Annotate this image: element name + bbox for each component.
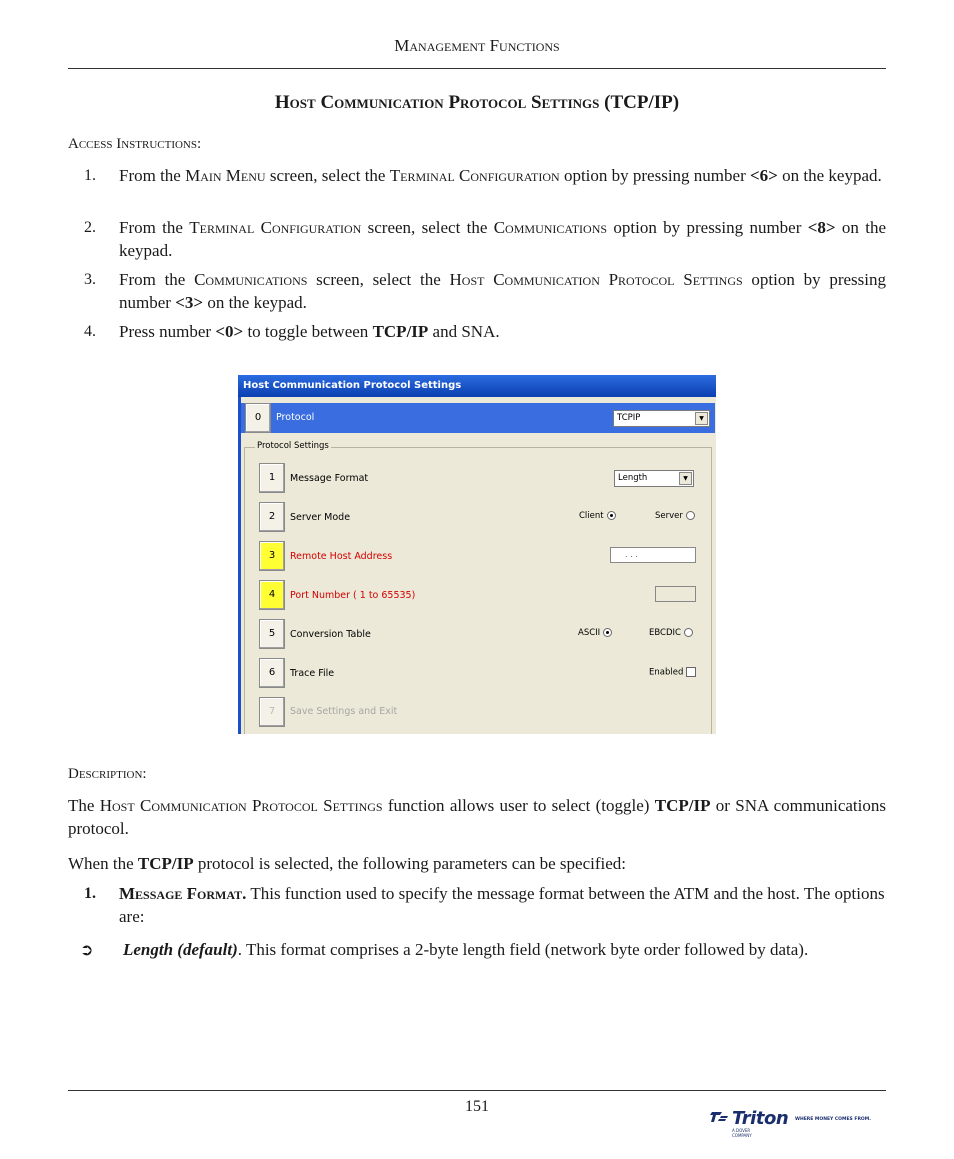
bold-term: TCP/IP	[654, 796, 711, 815]
smallcaps-term: Communications	[493, 218, 608, 237]
bold-term: <6>	[750, 166, 778, 185]
chevron-down-icon[interactable]: ▼	[679, 472, 692, 485]
step-2: 2. From the Terminal Configuration screen, select the Communications option by pressing number <8> on the keypad.	[84, 218, 887, 260]
text-run: screen, select the	[361, 218, 494, 237]
key-5-button[interactable]: 5	[259, 619, 285, 649]
port-number-label: Port Number ( 1 to 65535)	[290, 590, 416, 601]
text-run: When the	[68, 854, 138, 873]
protocol-row	[241, 403, 715, 433]
bold-term: <8>	[807, 218, 836, 237]
bold-term: <0>	[215, 322, 244, 341]
length-default-bullet	[68, 938, 886, 961]
text-run: screen, select the	[307, 270, 450, 289]
key-4-button[interactable]: 4	[259, 580, 285, 610]
chevron-down-icon[interactable]: ▼	[695, 412, 708, 425]
radio-selected-icon[interactable]	[603, 628, 612, 637]
page-number: 151	[465, 1098, 489, 1115]
section-title: Host Communication Protocol Settings (TCP/IP)	[274, 92, 680, 113]
message-format-select[interactable]: Length ▼	[614, 470, 694, 487]
bold-term: <3>	[175, 293, 204, 312]
protocol-label: Protocol	[276, 412, 315, 423]
smallcaps-term: Host Communication Protocol Settings	[449, 270, 743, 289]
ascii-radio[interactable]: ASCII	[578, 628, 612, 638]
text-run: and SNA.	[428, 322, 500, 341]
trace-file-label: Trace File	[290, 668, 335, 679]
step-4: 4. Press number <0> to toggle between TCP/IP and SNA.	[68, 320, 886, 343]
server-radio[interactable]: Server	[655, 511, 695, 521]
message-format-text: Message Format. This function used to specify the message format between the ATM and the host. The options are:	[119, 884, 885, 926]
smallcaps-term: Main Menu	[185, 166, 266, 185]
message-format-item: 1. Message Format. This function used to specify the message format between the ATM and the host. The options are:	[84, 884, 885, 926]
when-paragraph	[68, 852, 886, 875]
conversion-table-label: Conversion Table	[290, 629, 371, 640]
step-3-text	[119, 268, 886, 314]
description-paragraph	[68, 794, 886, 840]
step-1: 1. From the Main Menu screen, select the Terminal Configuration option by pressing number <6> on the keypad.	[68, 164, 886, 210]
text-run: option by pressing number	[559, 166, 750, 185]
triton-mark-icon	[710, 1110, 728, 1124]
checkbox-icon[interactable]	[686, 667, 696, 677]
text-run: on the keypad.	[119, 218, 887, 260]
step-1-text	[119, 164, 886, 187]
text-run: option by pressing number	[607, 218, 808, 237]
length-default-text: Length (default). This format comprises a 2-byte length field (network byte order followed by data).	[123, 940, 809, 959]
footer-rule	[68, 1090, 886, 1091]
key-3-button[interactable]: 3	[259, 541, 285, 571]
text-run: protocol is selected, the following parameters can be specified:	[193, 854, 626, 873]
smallcaps-term: Communications	[194, 270, 308, 289]
smallcaps-term: Host Communication Protocol Settings	[99, 796, 383, 815]
radio-icon[interactable]	[684, 628, 693, 637]
text-run: to toggle between	[243, 322, 373, 341]
text-run: function allows user to select (toggle)	[382, 796, 655, 815]
client-radio[interactable]: Client	[579, 511, 616, 521]
step-3: 3. From the Communications screen, select the Host Communication Protocol Settings option by pressing number <3> on the keypad.	[84, 270, 886, 312]
running-header: Management Functions	[394, 36, 560, 55]
access-instructions-label: Access Instructions:	[68, 136, 202, 152]
key-1-button[interactable]: 1	[259, 463, 285, 493]
remote-host-address-label: Remote Host Address	[290, 551, 393, 562]
key-0-button[interactable]: 0	[245, 403, 271, 433]
server-mode-label: Server Mode	[290, 512, 351, 523]
header-rule	[68, 68, 886, 69]
text-run: From the	[119, 270, 195, 289]
description-label: Description:	[68, 766, 147, 782]
port-number-input[interactable]	[655, 586, 696, 602]
screen-title-bar: Host Communication Protocol Settings	[238, 375, 716, 397]
radio-icon[interactable]	[686, 511, 695, 520]
ebcdic-radio[interactable]: EBCDIC	[649, 628, 693, 638]
text-run: screen, select the	[265, 166, 390, 185]
trace-enabled-checkbox[interactable]: Enabled	[649, 667, 696, 678]
text-run: or SNA communications protocol.	[68, 796, 886, 838]
smallcaps-term: Terminal Configuration	[389, 166, 560, 185]
save-settings-label: Save Settings and Exit	[290, 706, 398, 717]
step-2-text	[119, 216, 886, 262]
text-run: From the	[119, 218, 190, 237]
text-run: Press number	[119, 322, 216, 341]
settings-screen-figure	[238, 375, 716, 734]
smallcaps-term: Terminal Configuration	[189, 218, 362, 237]
key-7-button[interactable]: 7	[259, 697, 285, 727]
remote-host-address-input[interactable]: . . .	[610, 547, 696, 563]
screen-left-bar	[238, 397, 241, 734]
bold-term: TCP/IP	[372, 322, 429, 341]
protocol-select[interactable]: TCPIP ▼	[613, 410, 710, 427]
protocol-settings-label: Protocol Settings	[257, 441, 329, 451]
step-4-text	[119, 320, 886, 343]
text-run: The	[68, 796, 100, 815]
text-run: From the	[119, 166, 186, 185]
arrow-bullet-icon: ➲	[80, 940, 94, 959]
text-run: on the keypad.	[777, 166, 882, 185]
key-2-button[interactable]: 2	[259, 502, 285, 532]
message-format-label: Message Format	[290, 473, 369, 484]
bold-term: TCP/IP	[137, 854, 194, 873]
text-run: option by pressing number	[119, 270, 886, 312]
key-6-button[interactable]: 6	[259, 658, 285, 688]
radio-selected-icon[interactable]	[607, 511, 616, 520]
text-run: on the keypad.	[203, 293, 307, 312]
